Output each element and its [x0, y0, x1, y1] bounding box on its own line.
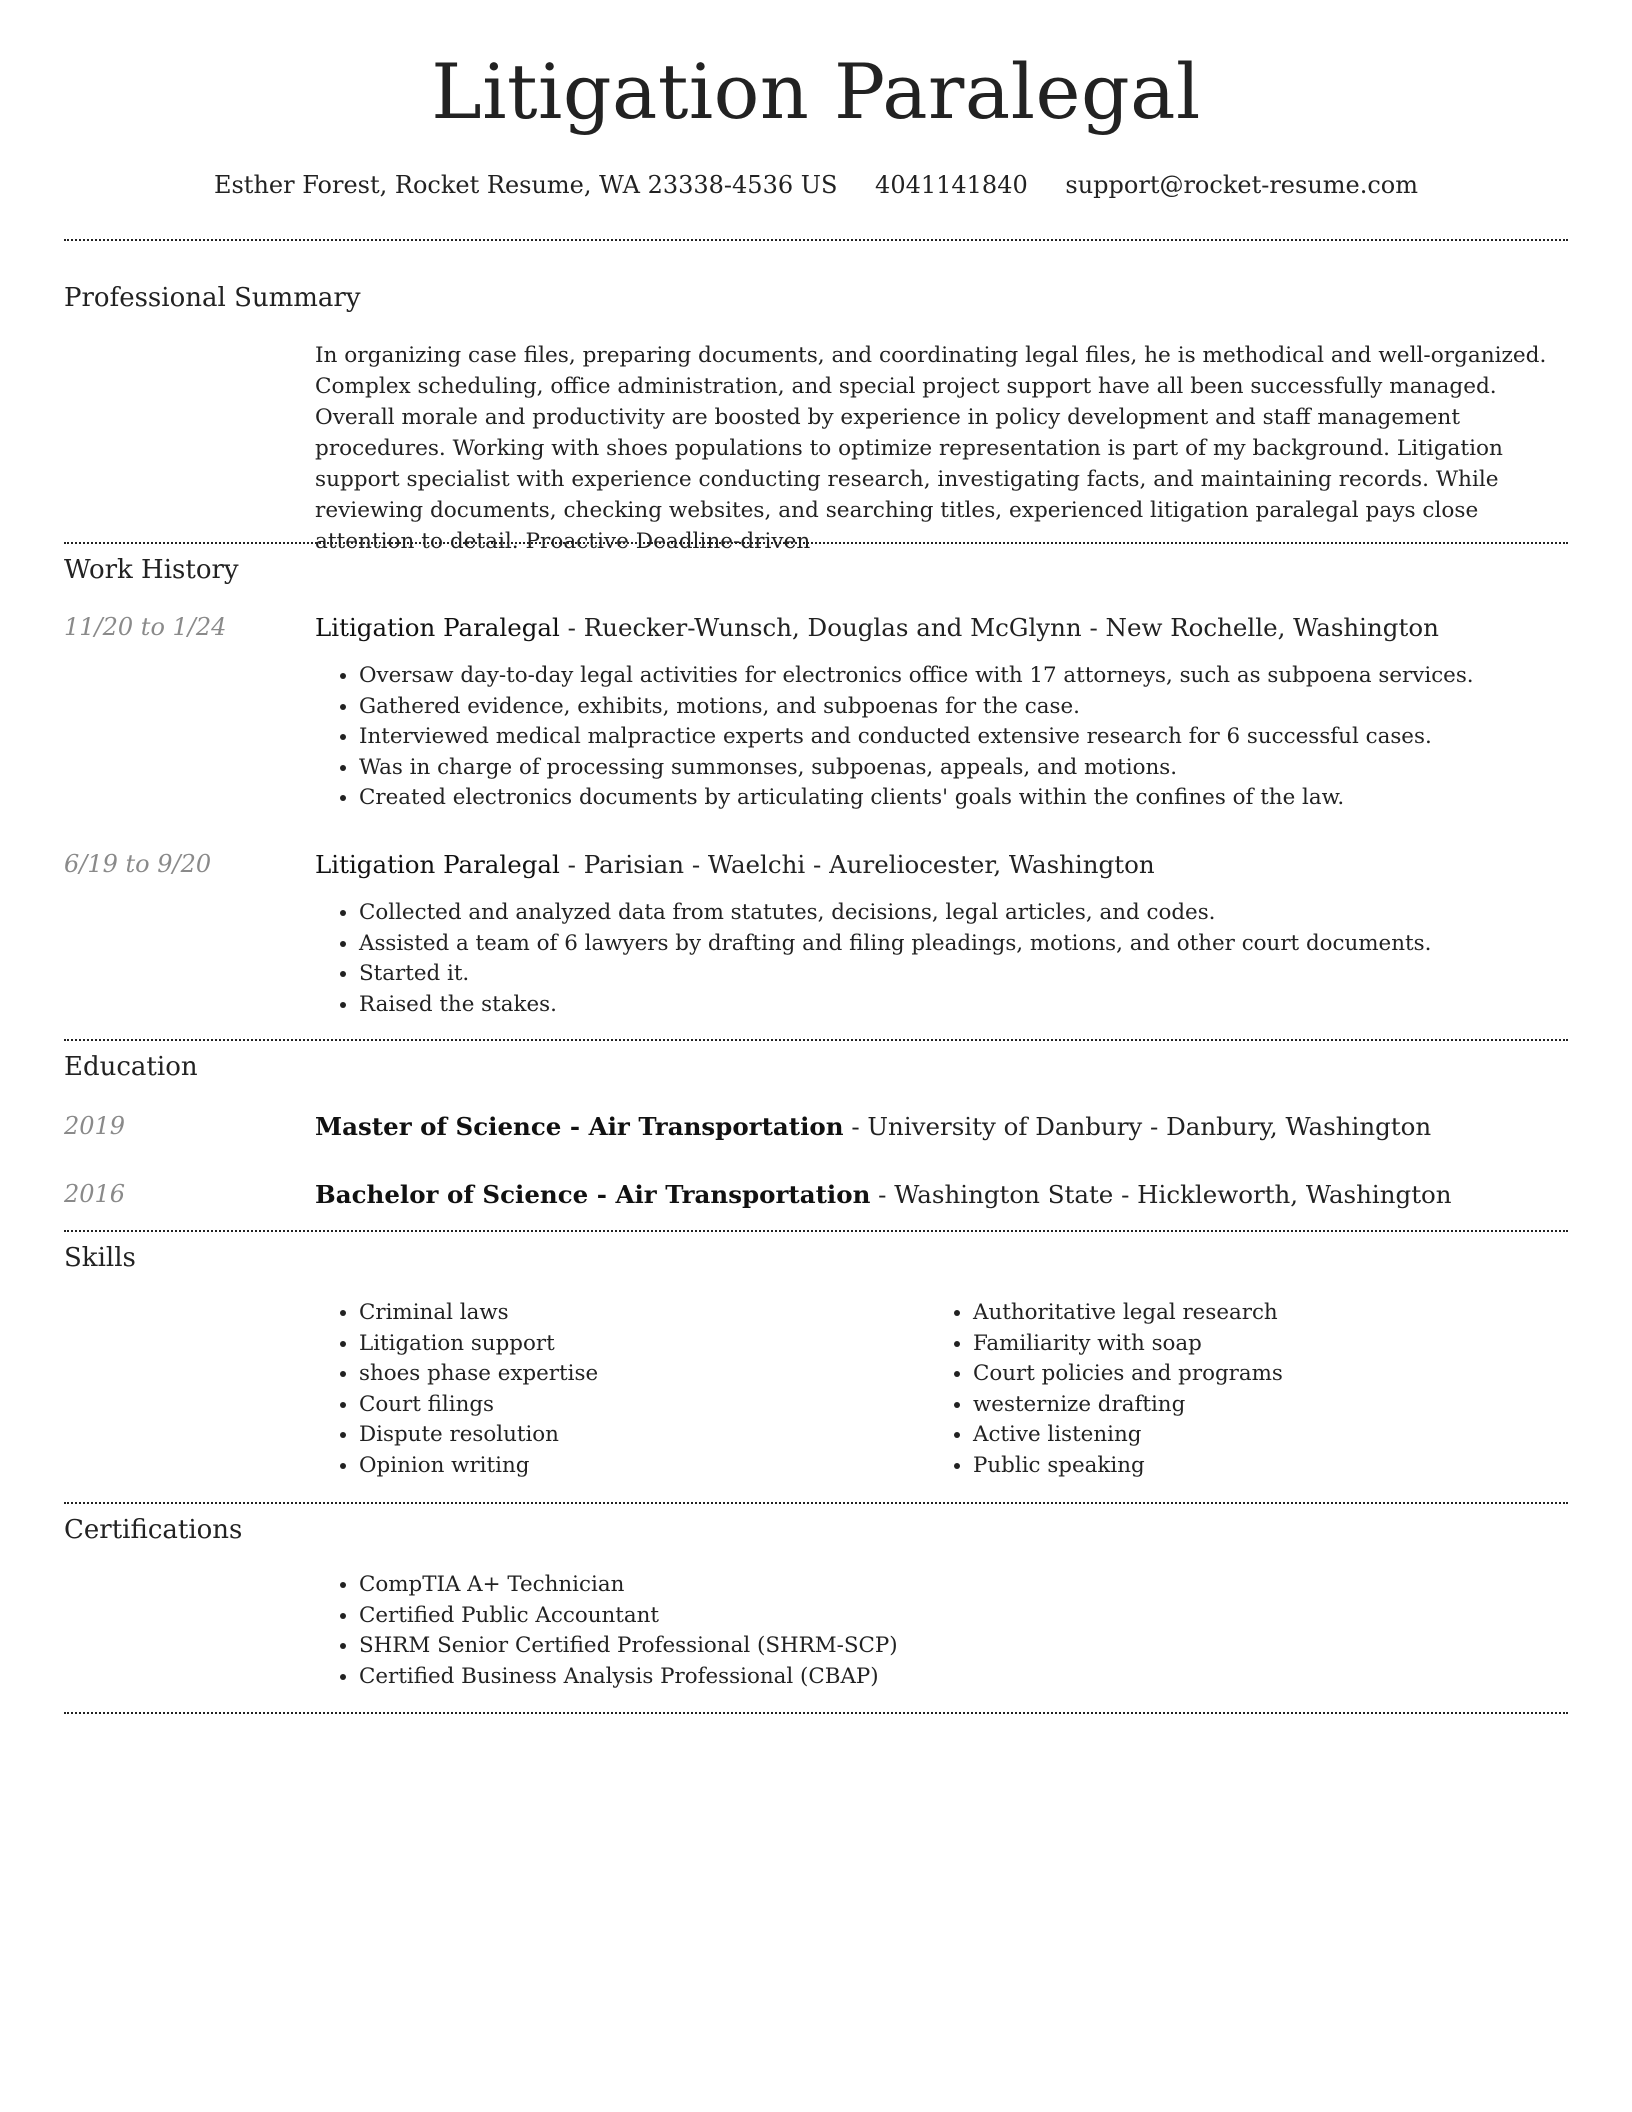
skills-list-right — [929, 1298, 1283, 1481]
list-item: • Started it. — [359, 959, 1431, 990]
contact-line — [0, 171, 1632, 200]
list-item: • Dispute resolution — [359, 1420, 598, 1451]
contact-phone: 4041141840 — [875, 171, 1028, 199]
job-bullets — [315, 898, 1431, 1020]
job-dates: 11/20 to 1/24 — [64, 613, 227, 641]
list-item: • Certified Business Analysis Professional (CBAP) — [359, 1662, 898, 1693]
list-item: • Certified Public Accountant — [359, 1601, 898, 1632]
degree: Bachelor of Science - Air Transportation — [315, 1180, 871, 1209]
list-item: • Collected and analyzed data from statutes, decisions, legal articles, and codes. — [359, 898, 1431, 929]
job-dates: 6/19 to 9/20 — [64, 850, 212, 878]
education-year: 2019 — [64, 1112, 126, 1140]
education-heading: Education — [64, 1052, 198, 1082]
degree: Master of Science - Air Transportation — [315, 1112, 844, 1141]
list-item: • Was in charge of processing summonses, subpoenas, appeals, and motions. — [359, 753, 1474, 784]
divider — [64, 1712, 1568, 1714]
education-year: 2016 — [64, 1180, 126, 1208]
resume-title: Litigation Paralegal — [431, 47, 1201, 136]
list-item: • Oversaw day-to-day legal activities for electronics office with 17 attorneys, such as subpoena services. — [359, 661, 1474, 692]
education-details: - Washington State - Hickleworth, Washington — [870, 1180, 1452, 1209]
list-item: • Public speaking — [973, 1451, 1283, 1482]
list-item: • westernize drafting — [973, 1390, 1283, 1421]
summary-heading: Professional Summary — [64, 283, 361, 313]
divider — [64, 1039, 1568, 1041]
list-item: • Court filings — [359, 1390, 598, 1421]
job-title: Litigation Paralegal — [315, 850, 560, 879]
divider — [64, 1230, 1568, 1232]
education-entry — [315, 1112, 1431, 1141]
work-history-heading: Work History — [64, 555, 239, 585]
contact-address: Esther Forest, Rocket Resume, WA 23338-4536 US — [213, 171, 838, 199]
job-title: Litigation Paralegal — [315, 613, 560, 642]
education-details: - University of Danbury - Danbury, Washington — [843, 1112, 1432, 1141]
list-item: • Authoritative legal research — [973, 1298, 1283, 1329]
list-item: • Gathered evidence, exhibits, motions, and subpoenas for the case. — [359, 692, 1474, 723]
list-item: • Created electronics documents by articulating clients' goals within the confines of the law. — [359, 783, 1474, 814]
skills-list-left — [315, 1298, 598, 1481]
certifications-list — [315, 1570, 898, 1692]
job-details: - Ruecker-Wunsch, Douglas and McGlynn - New Rochelle, Washington — [559, 613, 1439, 642]
list-item: • Familiarity with soap — [973, 1329, 1283, 1360]
certifications-heading: Certifications — [64, 1515, 243, 1545]
list-item: • CompTIA A+ Technician — [359, 1570, 898, 1601]
list-item: • shoes phase expertise — [359, 1359, 598, 1390]
job-heading — [315, 850, 1155, 879]
list-item: • Active listening — [973, 1420, 1283, 1451]
education-entry — [315, 1180, 1452, 1209]
contact-email: support@rocket-resume.com — [1065, 171, 1419, 199]
list-item: • Criminal laws — [359, 1298, 598, 1329]
list-item: • SHRM Senior Certified Professional (SHRM-SCP) — [359, 1631, 898, 1662]
list-item: • Opinion writing — [359, 1451, 598, 1482]
list-item: • Raised the stakes. — [359, 990, 1431, 1021]
skills-heading: Skills — [64, 1243, 136, 1273]
list-item: • Court policies and programs — [973, 1359, 1283, 1390]
list-item: • Interviewed medical malpractice experts and conducted extensive research for 6 successful cases. — [359, 722, 1474, 753]
job-heading — [315, 613, 1439, 642]
summary-text: In organizing case files, preparing documents, and coordinating legal files, he is methodical and well-organized. Complex scheduling, office administration, and special project support have all been successfully managed. Overall morale and productivity are boosted by experience in policy development and staff management procedures. Working with shoes populations to optimize representation is part of my background. Litigation support specialist with experience conducting research, investigating facts, and maintaining records. While reviewing documents, checking websites, and searching titles, experienced litigation paralegal pays close attention to detail. Proactive Deadline-driven — [315, 343, 1547, 554]
divider — [64, 1502, 1568, 1504]
divider — [64, 239, 1568, 241]
list-item: • Litigation support — [359, 1329, 598, 1360]
divider — [64, 542, 1568, 544]
job-details: - Parisian - Waelchi - Aureliocester, Washington — [559, 850, 1155, 879]
list-item: • Assisted a team of 6 lawyers by drafting and filing pleadings, motions, and other court documents. — [359, 929, 1431, 960]
job-bullets — [315, 661, 1474, 814]
